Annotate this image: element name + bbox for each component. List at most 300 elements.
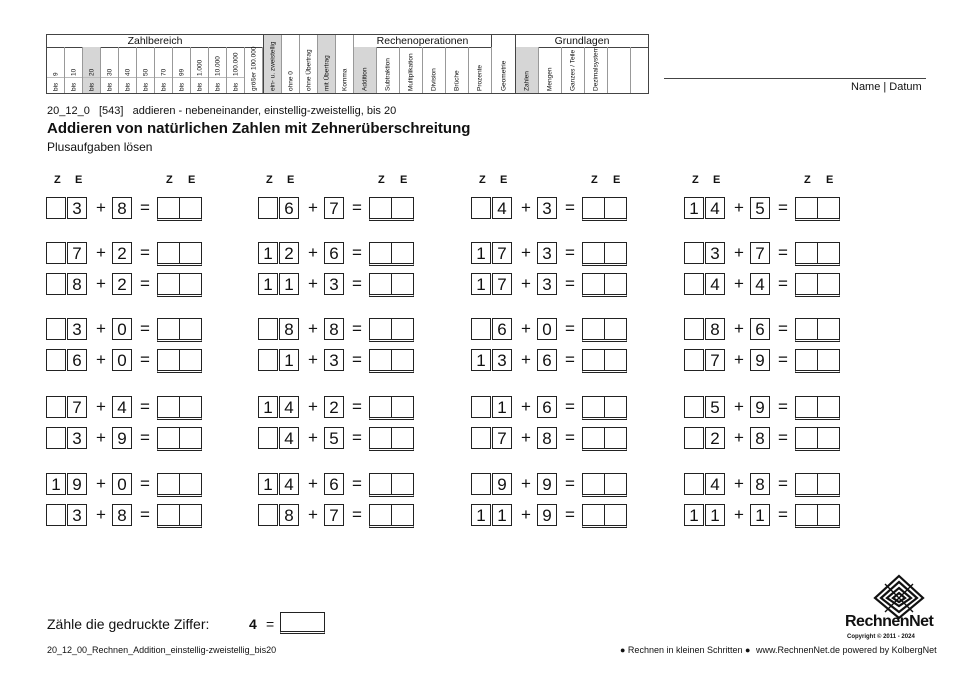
digit-addend: 0 [112, 349, 132, 371]
header-col-top: 100.000 [232, 52, 239, 76]
digit-ones: 4 [492, 197, 512, 219]
header-col-bot: bis [214, 82, 221, 91]
header-col [245, 47, 263, 93]
digit-tens [46, 318, 66, 340]
digit-tens: 1 [471, 349, 491, 371]
digit-tens: 1 [471, 273, 491, 295]
digit-ones: 7 [67, 242, 87, 264]
page-title: Addieren von natürlichen Zahlen mit Zehnerüberschreitung [47, 120, 471, 137]
equals-sign: = [565, 505, 575, 524]
digit-addend: 8 [112, 197, 132, 219]
zahlbereich-title: Zahlbereich [47, 35, 263, 48]
answer-box[interactable] [157, 197, 202, 221]
plus-sign: + [308, 397, 318, 416]
header-col-bot: bis [88, 82, 95, 91]
logo-text: RechnenNet [845, 613, 934, 630]
digit-addend: 5 [750, 197, 770, 219]
digit-addend: 3 [537, 197, 557, 219]
answer-box[interactable] [795, 427, 840, 451]
answer-box[interactable] [795, 473, 840, 497]
answer-box[interactable] [369, 473, 414, 497]
worksheet-code: 20_12_0 [543] addieren - nebeneinander, einstellig-zweistellig, bis 20 [47, 105, 397, 117]
header-col [65, 47, 83, 93]
digit-ones: 7 [67, 396, 87, 418]
addition-task [258, 242, 418, 266]
digit-addend: 9 [112, 427, 132, 449]
digit-addend: 2 [324, 396, 344, 418]
digit-tens [471, 396, 491, 418]
plus-sign: + [734, 274, 744, 293]
plus-sign: + [96, 319, 106, 338]
answer-box[interactable] [369, 504, 414, 528]
answer-box[interactable] [582, 473, 627, 497]
header-col-bot: bis [70, 82, 77, 91]
header-col-bot: bis [178, 82, 185, 91]
digit-tens [46, 197, 66, 219]
digit-ones: 4 [279, 473, 299, 495]
answer-box[interactable] [157, 273, 202, 297]
name-datum-label: Name | Datum [851, 81, 922, 93]
header-col-bot: bis [196, 82, 203, 91]
answer-box[interactable] [369, 197, 414, 221]
count-equals: = [266, 616, 275, 632]
digit-addend: 5 [324, 427, 344, 449]
equals-sign: = [352, 428, 362, 447]
answer-box[interactable] [795, 197, 840, 221]
plus-sign: + [96, 474, 106, 493]
digit-ones: 7 [705, 349, 725, 371]
digit-addend: 8 [112, 504, 132, 526]
digit-tens [684, 318, 704, 340]
equals-sign: = [140, 350, 150, 369]
answer-box[interactable] [369, 318, 414, 342]
header-col-bot: bis [52, 82, 59, 91]
header-col-label: Mengen [546, 67, 554, 91]
digit-ones: 3 [67, 197, 87, 219]
digit-addend: 9 [750, 396, 770, 418]
header-col [209, 47, 227, 93]
header-col [264, 35, 282, 93]
place-value-label: Z [54, 174, 61, 186]
grundlagen-title: Grundlagen [516, 35, 648, 48]
header-col [446, 47, 469, 93]
equals-sign: = [778, 474, 788, 493]
addition-task [46, 197, 206, 221]
header-col [354, 47, 377, 93]
digit-addend: 7 [750, 242, 770, 264]
digit-ones: 6 [492, 318, 512, 340]
place-value-label: Z [378, 174, 385, 186]
equals-sign: = [778, 198, 788, 217]
place-value-label: E [826, 174, 834, 186]
plus-sign: + [521, 198, 531, 217]
addition-task [684, 396, 844, 420]
answer-box[interactable] [582, 504, 627, 528]
equals-sign: = [140, 319, 150, 338]
digit-tens [258, 318, 278, 340]
digit-ones: 1 [279, 273, 299, 295]
header-col-bot: bis [142, 82, 149, 91]
plus-sign: + [734, 505, 744, 524]
equals-sign: = [140, 198, 150, 217]
digit-ones: 6 [279, 197, 299, 219]
plus-sign: + [521, 319, 531, 338]
digit-addend: 4 [750, 273, 770, 295]
digit-tens [684, 427, 704, 449]
header-col-label: Dezimalsystem [592, 46, 600, 91]
digit-addend: 8 [750, 473, 770, 495]
digit-tens [46, 396, 66, 418]
equals-sign: = [352, 505, 362, 524]
addition-task [258, 318, 418, 342]
digit-addend: 1 [750, 504, 770, 526]
answer-box[interactable] [157, 504, 202, 528]
answer-box[interactable] [582, 427, 627, 451]
digit-ones: 9 [492, 473, 512, 495]
equals-sign: = [778, 274, 788, 293]
digit-tens [684, 273, 704, 295]
plus-sign: + [521, 505, 531, 524]
digit-addend: 9 [750, 349, 770, 371]
digit-tens [471, 197, 491, 219]
answer-box[interactable] [795, 349, 840, 373]
place-value-label: E [500, 174, 508, 186]
plus-sign: + [521, 274, 531, 293]
equals-sign: = [778, 350, 788, 369]
digit-ones: 7 [492, 242, 512, 264]
plus-sign: + [308, 243, 318, 262]
addition-task [46, 349, 206, 373]
equals-sign: = [140, 397, 150, 416]
answer-box[interactable] [795, 273, 840, 297]
count-answer-box[interactable] [280, 612, 325, 634]
equals-sign: = [565, 350, 575, 369]
digit-tens [258, 197, 278, 219]
equals-sign: = [140, 474, 150, 493]
digit-addend: 8 [324, 318, 344, 340]
plus-sign: + [308, 505, 318, 524]
digit-addend: 3 [324, 349, 344, 371]
header-col [173, 47, 191, 93]
digit-ones: 4 [705, 473, 725, 495]
addition-task [471, 396, 631, 420]
plus-sign: + [734, 397, 744, 416]
plus-sign: + [521, 474, 531, 493]
digit-tens: 1 [258, 473, 278, 495]
digit-addend: 0 [112, 318, 132, 340]
answer-box[interactable] [582, 242, 627, 266]
header-col-label: ohne 0 [287, 71, 294, 91]
header-col [469, 47, 492, 93]
header-col [608, 47, 631, 93]
equals-sign: = [778, 505, 788, 524]
digit-ones: 7 [492, 427, 512, 449]
header-col-top: 30 [106, 68, 113, 76]
header-col [562, 47, 585, 93]
header-col-top: 10.000 [214, 56, 221, 76]
addition-task [46, 242, 206, 266]
digit-tens [684, 242, 704, 264]
answer-box[interactable] [369, 273, 414, 297]
addition-task [471, 242, 631, 266]
header-col-top: 9 [52, 72, 59, 76]
digit-tens: 1 [471, 504, 491, 526]
digit-tens [258, 349, 278, 371]
digit-ones: 2 [279, 242, 299, 264]
answer-box[interactable] [157, 396, 202, 420]
footer-slogan: ● Rechnen in kleinen Schritten ● [620, 645, 751, 655]
equals-sign: = [352, 243, 362, 262]
digit-ones: 3 [705, 242, 725, 264]
addition-task [258, 197, 418, 221]
answer-box[interactable] [157, 242, 202, 266]
equals-sign: = [140, 428, 150, 447]
header-col-top: 50 [142, 68, 149, 76]
digit-ones: 5 [705, 396, 725, 418]
digit-tens: 1 [258, 273, 278, 295]
answer-box[interactable] [795, 504, 840, 528]
header-col-bot: bis [160, 82, 167, 91]
plus-sign: + [734, 428, 744, 447]
addition-task [471, 349, 631, 373]
grundlagen-header [516, 34, 649, 94]
header-col-top: 70 [160, 68, 167, 76]
addition-task [258, 427, 418, 451]
digit-tens: 1 [684, 197, 704, 219]
answer-box[interactable] [369, 242, 414, 266]
digit-addend: 7 [324, 197, 344, 219]
equals-sign: = [352, 319, 362, 338]
footer-filename: 20_12_00_Rechnen_Addition_einstellig-zweistellig_bis20 [47, 645, 277, 655]
digit-tens [258, 504, 278, 526]
header-col [318, 35, 336, 93]
answer-box[interactable] [157, 473, 202, 497]
digit-addend: 0 [537, 318, 557, 340]
digit-tens: 1 [471, 242, 491, 264]
digit-tens [684, 349, 704, 371]
equals-sign: = [140, 505, 150, 524]
answer-box[interactable] [795, 318, 840, 342]
header-col-label: Komma [341, 68, 348, 91]
digit-tens [46, 504, 66, 526]
digit-addend: 4 [112, 396, 132, 418]
digit-ones: 1 [705, 504, 725, 526]
place-value-label: Z [266, 174, 273, 186]
addition-task [471, 504, 631, 528]
footer-website-link[interactable]: www.RechnenNet.de powered by KolbergNet [756, 645, 937, 655]
header-col [191, 47, 209, 93]
place-value-label: Z [166, 174, 173, 186]
answer-box[interactable] [369, 427, 414, 451]
header-col-label: Brüche [453, 70, 461, 91]
equals-sign: = [565, 198, 575, 217]
addition-task [684, 349, 844, 373]
equals-sign: = [352, 198, 362, 217]
addition-task [471, 197, 631, 221]
answer-box[interactable] [369, 349, 414, 373]
equals-sign: = [565, 397, 575, 416]
header-col-label: Division [430, 68, 438, 91]
digit-tens: 1 [258, 242, 278, 264]
digit-ones: 1 [279, 349, 299, 371]
addition-task [684, 273, 844, 297]
plus-sign: + [734, 198, 744, 217]
plus-sign: + [96, 274, 106, 293]
place-value-label: Z [692, 174, 699, 186]
digit-ones: 6 [67, 349, 87, 371]
plus-sign: + [308, 274, 318, 293]
digit-addend: 3 [537, 242, 557, 264]
rechenoperationen-title: Rechenoperationen [354, 35, 491, 48]
place-value-label: Z [804, 174, 811, 186]
digit-ones: 9 [67, 473, 87, 495]
plus-sign: + [734, 474, 744, 493]
digit-ones: 1 [492, 504, 512, 526]
digit-addend: 9 [537, 504, 557, 526]
digit-ones: 4 [705, 273, 725, 295]
plus-sign: + [521, 243, 531, 262]
plus-sign: + [96, 428, 106, 447]
equals-sign: = [140, 243, 150, 262]
header-col [282, 35, 300, 93]
header-col [585, 47, 608, 93]
answer-box[interactable] [369, 396, 414, 420]
geometrie-label: Geometrie [500, 60, 507, 91]
header-col-label: Ganzes / Teile [569, 49, 577, 91]
answer-box[interactable] [582, 273, 627, 297]
addition-task [684, 242, 844, 266]
addition-task [684, 318, 844, 342]
header-col-label: Prozente [476, 64, 484, 91]
header-col [137, 47, 155, 93]
name-line [664, 78, 926, 79]
answer-box[interactable] [582, 197, 627, 221]
digit-ones: 8 [279, 318, 299, 340]
digit-tens [684, 396, 704, 418]
plus-sign: + [308, 474, 318, 493]
equals-sign: = [565, 243, 575, 262]
addition-task [258, 473, 418, 497]
plus-sign: + [734, 243, 744, 262]
header-col-bot: bis [232, 82, 239, 91]
answer-box[interactable] [582, 318, 627, 342]
digit-addend: 6 [537, 396, 557, 418]
header-col [119, 47, 137, 93]
header-col [336, 35, 354, 93]
digit-ones: 4 [279, 396, 299, 418]
digit-tens: 1 [258, 396, 278, 418]
equals-sign: = [778, 243, 788, 262]
addition-task [46, 396, 206, 420]
addition-task [258, 273, 418, 297]
digit-addend: 3 [324, 273, 344, 295]
digit-addend: 7 [324, 504, 344, 526]
addition-task [258, 504, 418, 528]
place-value-label: E [188, 174, 196, 186]
digit-addend: 6 [324, 242, 344, 264]
plus-sign: + [521, 428, 531, 447]
digit-tens [258, 427, 278, 449]
digit-ones: 4 [705, 197, 725, 219]
plus-sign: + [521, 350, 531, 369]
digit-tens [471, 427, 491, 449]
answer-box[interactable] [157, 427, 202, 451]
answer-box[interactable] [157, 349, 202, 373]
addition-task [46, 473, 206, 497]
digit-tens: 1 [46, 473, 66, 495]
header-col [377, 47, 400, 93]
header-col [47, 47, 65, 93]
digit-addend: 6 [750, 318, 770, 340]
plus-sign: + [96, 243, 106, 262]
digit-tens [46, 242, 66, 264]
plus-sign: + [96, 505, 106, 524]
digit-ones: 8 [279, 504, 299, 526]
addition-task [684, 197, 844, 221]
addition-task [46, 504, 206, 528]
plus-sign: + [96, 198, 106, 217]
header-col [227, 47, 245, 93]
place-value-label: E [400, 174, 408, 186]
addition-task [46, 273, 206, 297]
count-digit: 4 [249, 616, 257, 632]
digit-addend: 0 [112, 473, 132, 495]
header-col-top: 99 [178, 68, 185, 76]
digit-addend: 6 [324, 473, 344, 495]
equals-sign: = [352, 350, 362, 369]
digit-tens [46, 427, 66, 449]
addition-task [684, 504, 844, 528]
answer-box[interactable] [582, 396, 627, 420]
digit-ones: 7 [492, 273, 512, 295]
equals-sign: = [565, 474, 575, 493]
addition-task [684, 473, 844, 497]
answer-box[interactable] [582, 349, 627, 373]
equals-sign: = [778, 397, 788, 416]
count-prompt: Zähle die gedruckte Ziffer: [47, 616, 210, 632]
equals-sign: = [565, 428, 575, 447]
copyright: Copyright © 2011 - 2024 [847, 634, 915, 640]
header-col-top: 40 [124, 68, 131, 76]
digit-addend: 8 [750, 427, 770, 449]
header-col-label: mit Übertrag [323, 55, 330, 91]
header-col [83, 47, 101, 93]
plus-sign: + [96, 350, 106, 369]
header-col [539, 47, 562, 93]
place-value-label: E [75, 174, 83, 186]
answer-box[interactable] [157, 318, 202, 342]
place-value-label: Z [591, 174, 598, 186]
plus-sign: + [308, 428, 318, 447]
digit-addend: 6 [537, 349, 557, 371]
geometrie-header [492, 34, 516, 94]
answer-box[interactable] [795, 242, 840, 266]
addition-task [258, 396, 418, 420]
addition-task [46, 427, 206, 451]
digit-ones: 4 [279, 427, 299, 449]
equals-sign: = [352, 474, 362, 493]
header-col-top: 1.000 [196, 59, 203, 76]
digit-tens [46, 273, 66, 295]
plus-sign: + [308, 319, 318, 338]
header-col-top: 10 [70, 68, 77, 76]
header-col-label: ein- u. zweistellig [269, 41, 276, 91]
answer-box[interactable] [795, 396, 840, 420]
digit-ones: 3 [492, 349, 512, 371]
digit-ones: 8 [67, 273, 87, 295]
digit-ones: 8 [705, 318, 725, 340]
digit-addend: 2 [112, 273, 132, 295]
